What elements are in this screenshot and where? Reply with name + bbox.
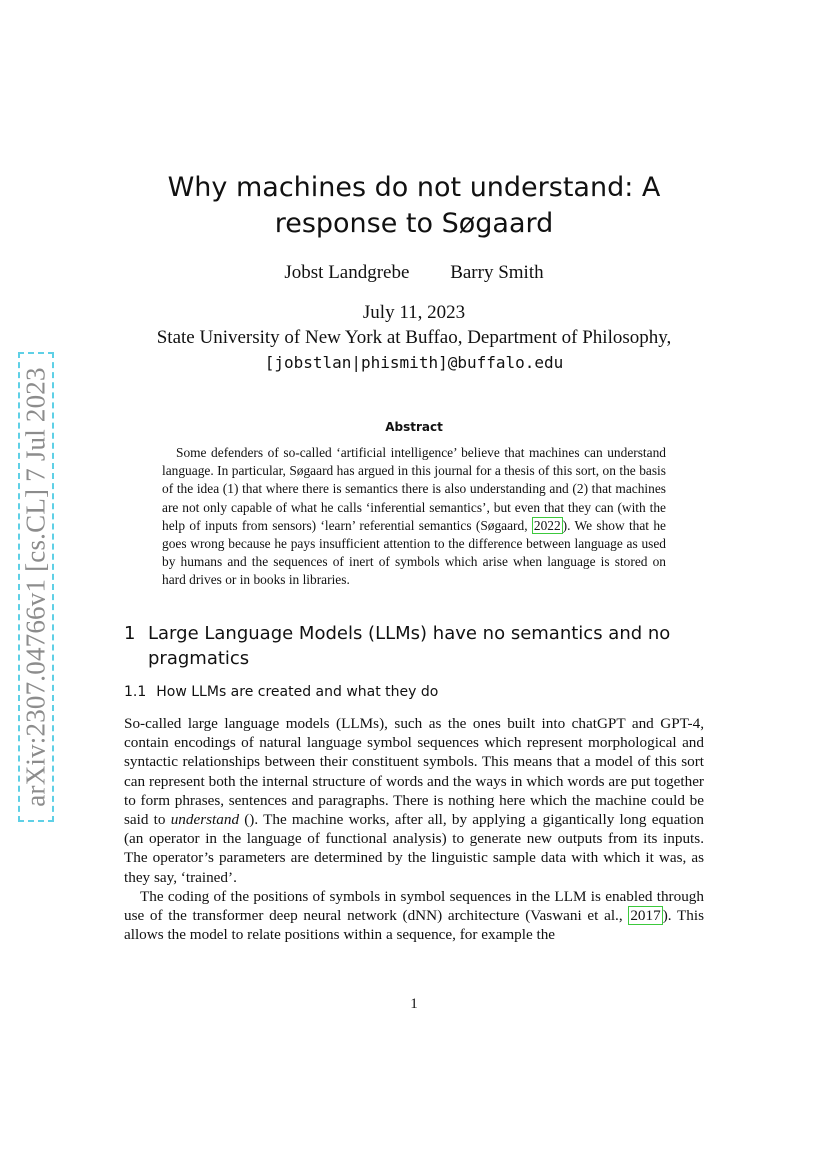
abstract-text-part: Some defenders of so-called ‘artificial intelligence’ believe that machines can understand language. In particular, Søgaard has argued in this journal for a thesis of this sort, on the basis of the idea (1) that where there is semantics there is also understanding and (2) that machines are not only capable of what he calls ‘inferential semantics’, but even that they can (with the help of inputs from sensors) ‘learn’ referential semantics (Søgaard, [162, 445, 666, 533]
body-text [124, 714, 704, 944]
body-paragraph [124, 887, 704, 945]
paragraph-text-part: ). This allows the model to relate positions within a sequence, for example the [124, 907, 704, 944]
abstract-heading: Abstract [385, 420, 443, 434]
subsection-number: 1.1 [124, 684, 147, 700]
arxiv-identifier-text: arXiv:2307.04766v1 [cs.CL] 7 Jul 2023 [20, 367, 51, 807]
page-number: 1 [410, 996, 418, 1012]
body-paragraph [124, 714, 704, 887]
emphasis-text: understand [170, 811, 240, 829]
section-heading [124, 621, 688, 671]
citation-link[interactable]: 2017 [630, 907, 661, 925]
author-name: Barry Smith [450, 262, 544, 283]
abstract-text [162, 444, 666, 590]
abstract-text-part: ). We show that he goes wrong because he pays insufficient attention to the difference between language as used by humans and the sequences of inert of symbols which arise when language is stored on hard drives or in books in libraries. [162, 517, 666, 588]
author-list [0, 262, 828, 284]
section-title: Large Language Models (LLMs) have no semantics and no pragmatics [148, 623, 671, 669]
author-email: [jobstlan|phismith]@buffalo.edu [264, 353, 564, 372]
subsection-heading [124, 684, 438, 700]
section-number: 1 [124, 623, 136, 644]
author-name: Jobst Landgrebe [284, 262, 410, 283]
paper-date: July 11, 2023 [362, 302, 466, 323]
paragraph-text-part: So-called large language models (LLMs), such as the ones built into chatGPT and GPT-4, contain encodings of natural language symbol sequences which represent morphological and syntactic relationships between their constituent symbols. This means that a model of this sort can represent both the internal structure of words and the ways in which words are put together to form phrases, sentences and paragraphs. There is nothing here which the machine could be said to [124, 715, 704, 829]
citation-link[interactable]: 2022 [533, 517, 561, 533]
affiliation: State University of New York at Buffao, Department of Philosophy, [156, 327, 672, 348]
subsection-title: How LLMs are created and what they do [156, 684, 439, 700]
paper-title: Why machines do not understand: A response to Søgaard [167, 172, 661, 239]
paragraph-text-part: The coding of the positions of symbols in symbol sequences in the LLM is enabled through use of the transformer deep neural network (dNN) architecture (Vaswani et al., [124, 887, 704, 925]
paragraph-text-part: (). The machine works, after all, by applying a gigantically long equation (an operator in the language of functional analysis) to generate new outputs from its inputs. The operator’s parameters are determined by the linguistic sample data with which it was, as they say, ‘trained’. [124, 811, 705, 886]
